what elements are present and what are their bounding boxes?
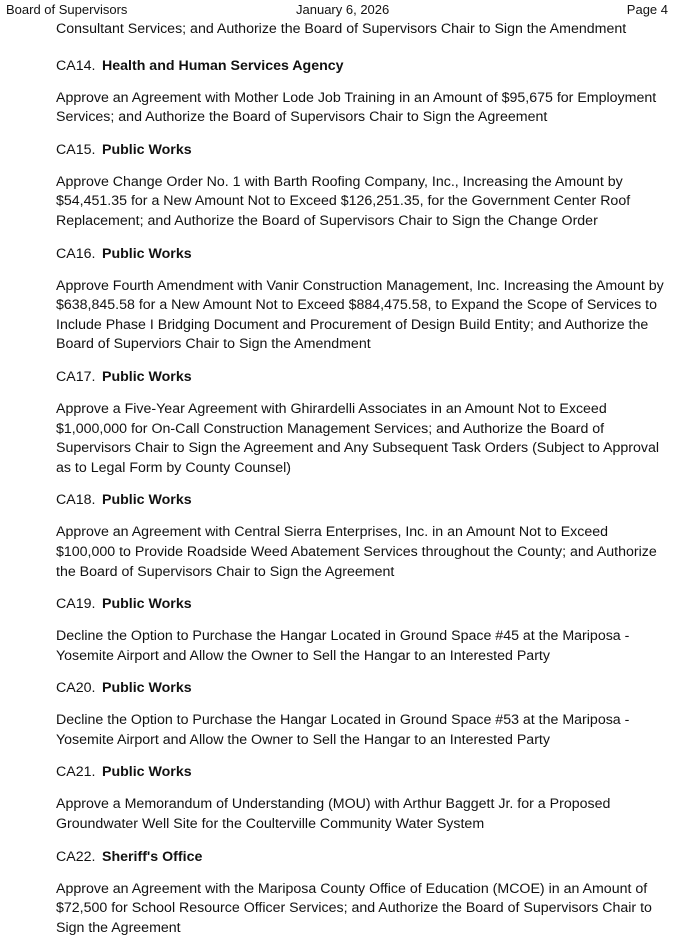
agenda-item-number: CA14. — [56, 57, 96, 74]
agenda-item-department: Public Works — [102, 368, 192, 385]
agenda-item-department: Public Works — [102, 596, 192, 613]
agenda-item-department: Public Works — [102, 492, 192, 509]
agenda-item-heading — [56, 679, 668, 699]
agenda-item — [56, 368, 668, 478]
agenda-content — [56, 20, 668, 951]
agenda-item-text: Decline the Option to Purchase the Hangar Located in Ground Space #45 at the Mariposa - Yosemite Airport and Allow the Owner to Sell the Hangar to an Interested Party — [56, 628, 630, 664]
agenda-item-heading — [56, 491, 668, 511]
agenda-item-text: Approve an Agreement with the Mariposa County Office of Education (MCOE) in an Amount of $72,500 for School Resource Officer Services; and Authorize the Board of Supervisors Chair to Sign the Agreement — [56, 880, 652, 936]
header-page-number: Page 4 — [626, 2, 668, 17]
agenda-item-number: CA19. — [56, 596, 96, 613]
page-header — [6, 1, 668, 19]
continued-item-text: Consultant Services; and Authorize the Board of Supervisors Chair to Sign the Amendment — [56, 21, 627, 37]
agenda-item-text: Decline the Option to Purchase the Hangar Located in Ground Space #53 at the Mariposa - Yosemite Airport and Allow the Owner to Sell the Hangar to an Interested Party — [56, 712, 630, 748]
agenda-item-department: Public Works — [102, 141, 192, 158]
agenda-item-department: Public Works — [102, 680, 192, 697]
agenda-item — [56, 595, 668, 666]
agenda-item-heading — [56, 141, 668, 161]
agenda-item — [56, 763, 668, 834]
agenda-item-text: Approve a Memorandum of Understanding (MOU) with Arthur Baggett Jr. for a Proposed Groundwater Well Site for the Coulterville Community Water System — [56, 796, 611, 833]
agenda-item-department: Health and Human Services Agency — [102, 57, 344, 74]
agenda-item-heading — [56, 595, 668, 615]
agenda-item — [56, 491, 668, 582]
agenda-item — [56, 57, 668, 128]
agenda-item-department: Sheriff's Office — [102, 848, 203, 865]
agenda-item — [56, 679, 668, 750]
agenda-item-number: CA18. — [56, 492, 96, 509]
agenda-item-heading — [56, 245, 668, 265]
agenda-item-number: CA16. — [56, 245, 96, 262]
agenda-item-text: Approve an Agreement with Mother Lode Job Training in an Amount of $95,675 for Employment Services; and Authorize the Board of Supervisors Chair to Sign the Agreement — [56, 89, 657, 126]
agenda-item-text: Approve Fourth Amendment with Vanir Construction Management, Inc. Increasing the Amount by $638,845.58 for a New Amount Not to Exceed $884,475.58, to Expand the Scope of Services to Include Phase I Bridging Document and Procurement of Design Build Entity; and Authorize the Board of Superviors Chair to Sign the Amendment — [56, 277, 664, 353]
agenda-item — [56, 245, 668, 355]
agenda-item-number: CA21. — [56, 764, 96, 781]
agenda-item-number: CA20. — [56, 680, 96, 697]
agenda-item-number: CA22. — [56, 848, 96, 865]
agenda-item-heading — [56, 368, 668, 388]
header-date: January 6, 2026 — [296, 2, 390, 17]
agenda-item — [56, 141, 668, 232]
agenda-item-text: Approve a Five-Year Agreement with Ghirardelli Associates in an Amount Not to Exceed $1,000,000 for On-Call Construction Management Services; and Authorize the Board of Supervisors Chair to Sign the Agreement and Any Subsequent Task Orders (Subject to Approval as to Legal Form by County Counsel) — [56, 400, 660, 476]
agenda-item-text: Approve an Agreement with Central Sierra Enterprises, Inc. in an Amount Not to Exceed $100,000 to Provide Roadside Weed Abatement Services throughout the County; and Authorize the Board of Supervisors Chair to Sign the Agreement — [56, 524, 657, 580]
agenda-item-heading — [56, 763, 668, 783]
agenda-item-department: Public Works — [102, 764, 192, 781]
agenda-item-heading — [56, 57, 668, 77]
header-board-name: Board of Supervisors — [6, 2, 128, 17]
agenda-item-department: Public Works — [102, 245, 192, 262]
agenda-item — [56, 848, 668, 939]
agenda-item-number: CA15. — [56, 141, 96, 158]
agenda-item-number: CA17. — [56, 368, 96, 385]
agenda-item-heading — [56, 848, 668, 868]
agenda-item-text: Approve Change Order No. 1 with Barth Roofing Company, Inc., Increasing the Amount by $54,451.35 for a New Amount Not to Exceed $126,251.35, for the Government Center Roof Replacement; and Authorize the Board of Supervisors Chair to Sign the Change Order — [56, 173, 631, 229]
